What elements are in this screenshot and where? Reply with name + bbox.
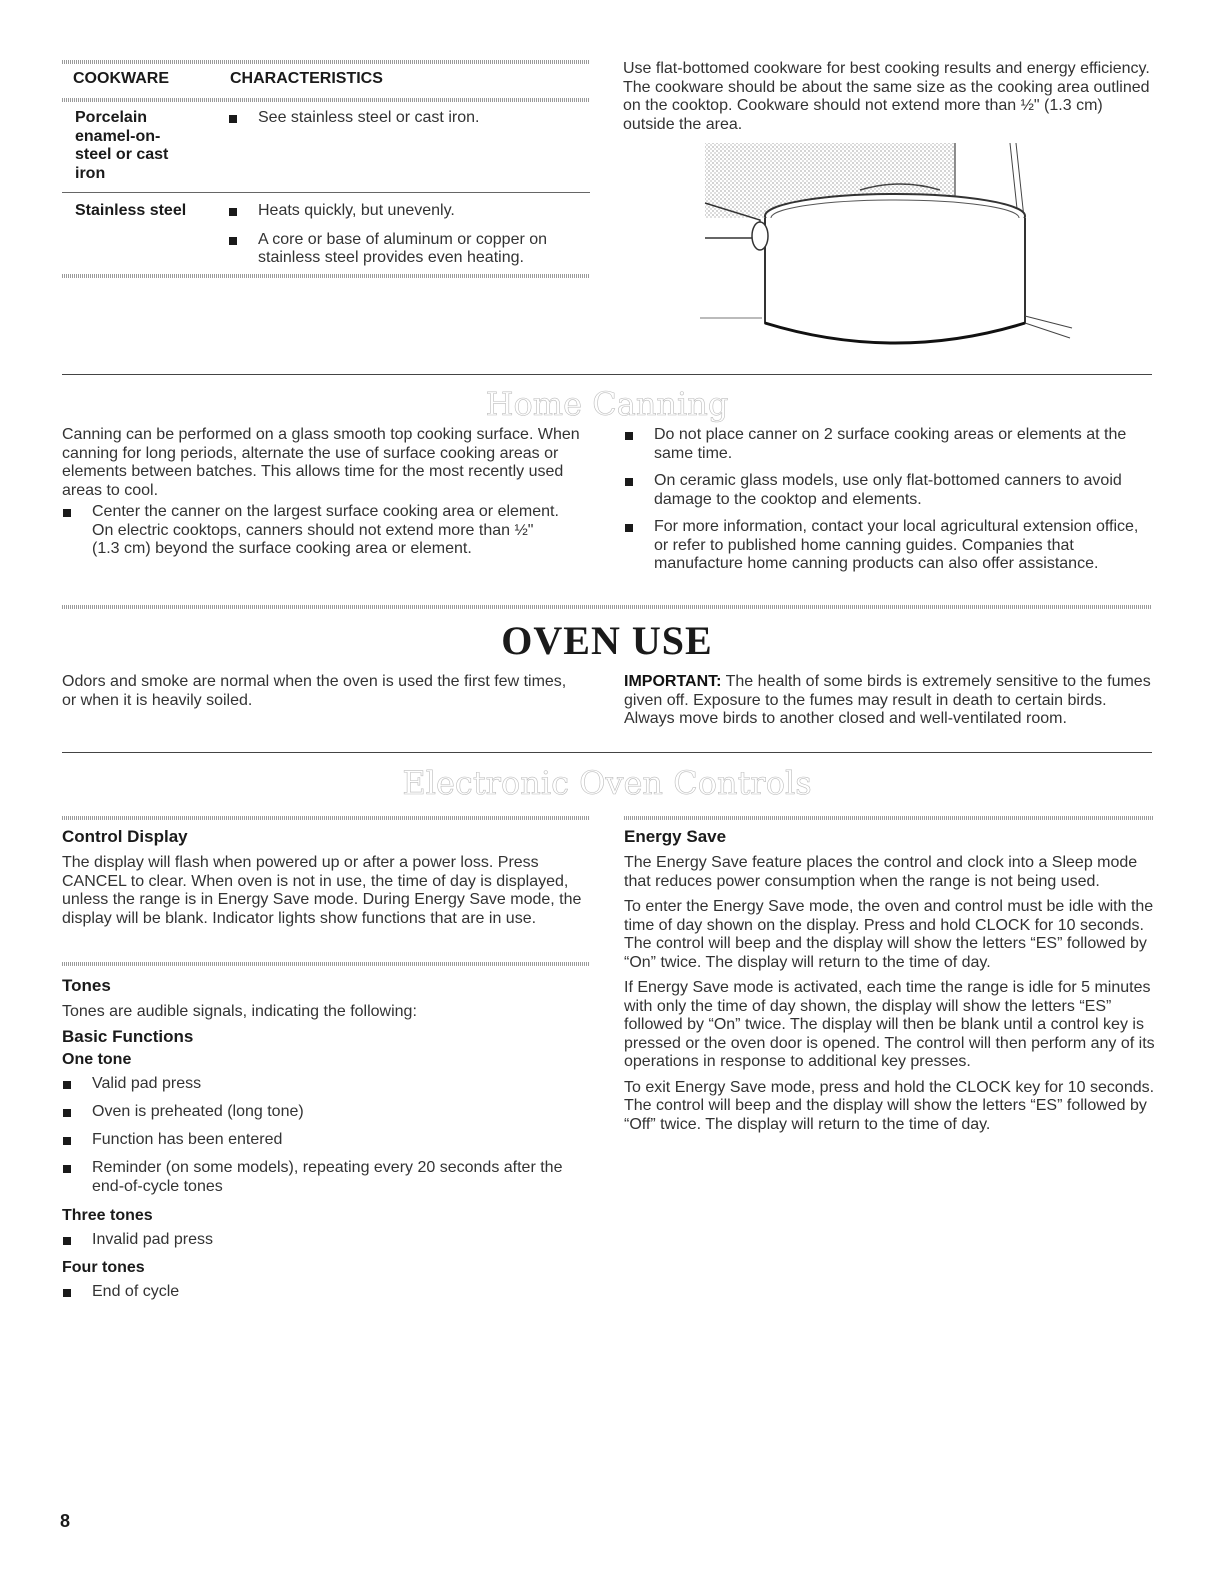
table-bottom-divider [62,274,590,278]
table-row-name: Stainless steel [75,202,187,219]
oven-use-intro: Odors and smoke are normal when the oven is used the first few times, or when it is heavily soiled. [62,673,567,709]
energy-save-title: Energy Save [624,827,727,846]
section-divider [62,374,1152,375]
page-title-oven-use: OVEN USE [501,618,713,663]
section-divider [62,605,1152,609]
section-heading-home-canning: Home Canning [485,385,729,423]
list-item: End of cycle [62,1283,592,1302]
list-item: Invalid pad press [62,1231,592,1250]
subsection-divider [62,816,590,820]
energy-save-paragraph: The Energy Save feature places the control and clock into a Sleep mode that reduces power consumption when the range is not being used. [624,854,1138,890]
table-top-divider [62,60,590,64]
tones-intro: Tones are audible signals, indicating the following: [62,1003,417,1020]
table-header-divider [62,98,590,102]
table-row-name: Porcelain enamel-on- steel or cast iron [75,109,169,182]
list-item: A core or base of aluminum or copper on stainless steel provides even heating. [228,231,588,268]
table-row-characteristics [228,109,588,128]
list-item: Center the canner on the largest surface cooking area or element. On electric cooktops, canners should not extend more than ½" (1.3 cm) beyond the surface cooking area or element. [62,503,562,559]
section-divider [62,752,1152,753]
one-tone-list [62,1075,592,1196]
section-heading-electronic-oven-controls: Electronic Oven Controls [402,764,812,802]
four-tones-title: Four tones [62,1259,145,1276]
list-item: See stainless steel or cast iron. [228,109,588,128]
energy-save-paragraph: If Energy Save mode is activated, each time the range is idle for 5 minutes with only the time of day shown, the display will show the letters “ES” followed by “On” twice. The display will then be blank until a control key is pressed or the oven door is opened. The control will then perform any of its operations in response to additional key presses. [624,979,1155,1070]
home-canning-left-list [62,503,562,559]
list-item: Oven is preheated (long tone) [62,1103,592,1122]
list-item: Reminder (on some models), repeating every 20 seconds after the end-of-cycle tones [62,1159,592,1196]
table-row-characteristics [228,202,588,268]
list-item: On ceramic glass models, use only flat-bottomed canners to avoid damage to the cooktop and elements. [624,472,1154,509]
home-canning-right-list [624,426,1154,574]
control-display-text: The display will flash when powered up or after a power loss. Press CANCEL to clear. When oven is not in use, the time of day is displayed, unless the range is in Energy Save mode. During Energy Save mode, the display will be blank. Indicator lights show functions that are in use. [62,854,582,927]
important-label: IMPORTANT: [624,673,722,690]
energy-save-paragraph: To exit Energy Save mode, press and hold the CLOCK key for 10 seconds. The control will beep and the display will show the letters “ES” followed by “Off” twice. The display will return to the time of day. [624,1078,1155,1133]
subsection-divider [624,816,1154,820]
table-header-cookware: COOKWARE [73,70,169,87]
tones-title: Tones [62,976,111,995]
important-text: The health of some birds is extremely sensitive to the fumes given off. Exposure to the fumes may result in death to certain birds. Always move birds to another closed and well-ventilated room. [624,673,1151,727]
control-display-title: Control Display [62,827,188,846]
table-header-characteristics: CHARACTERISTICS [230,70,383,87]
subsection-divider [62,962,590,966]
table-row-divider [62,192,590,193]
list-item: Do not place canner on 2 surface cooking areas or elements at the same time. [624,426,1154,463]
home-canning-intro: Canning can be performed on a glass smooth top cooking surface. When canning for long periods, alternate the use of surface cooking areas or elements between batches. This allows time for the most recently used areas to cool. [62,426,580,499]
list-item: Heats quickly, but unevenly. [228,202,588,221]
oven-use-important [624,673,1154,729]
basic-functions-title: Basic Functions [62,1027,194,1046]
list-item: For more information, contact your local agricultural extension office, or refer to published home canning guides. Companies that manufacture home canning products can also offer assistance. [624,518,1154,574]
energy-save-paragraph: To enter the Energy Save mode, the oven and control must be idle with the time of day shown on the display. Press and hold CLOCK for 10 seconds. The control will beep and the display will show the letters “ES” followed by “On” twice. The display will return to the time of day. [624,898,1154,971]
one-tone-title: One tone [62,1051,132,1068]
energy-save-text [624,854,1156,1134]
list-item: Valid pad press [62,1075,592,1094]
list-item: Function has been entered [62,1131,592,1150]
pot-on-cooktop-illustration [700,138,1080,358]
three-tones-list [62,1231,592,1250]
four-tones-list [62,1283,592,1302]
cookware-tip: Use flat-bottomed cookware for best cooking results and energy efficiency. The cookware should be about the same size as the cooking area outlined on the cooktop. Cookware should not extend more than ½" (1.3 cm) outside the area. [623,60,1150,133]
three-tones-title: Three tones [62,1207,153,1224]
page-number: 8 [60,1511,71,1531]
